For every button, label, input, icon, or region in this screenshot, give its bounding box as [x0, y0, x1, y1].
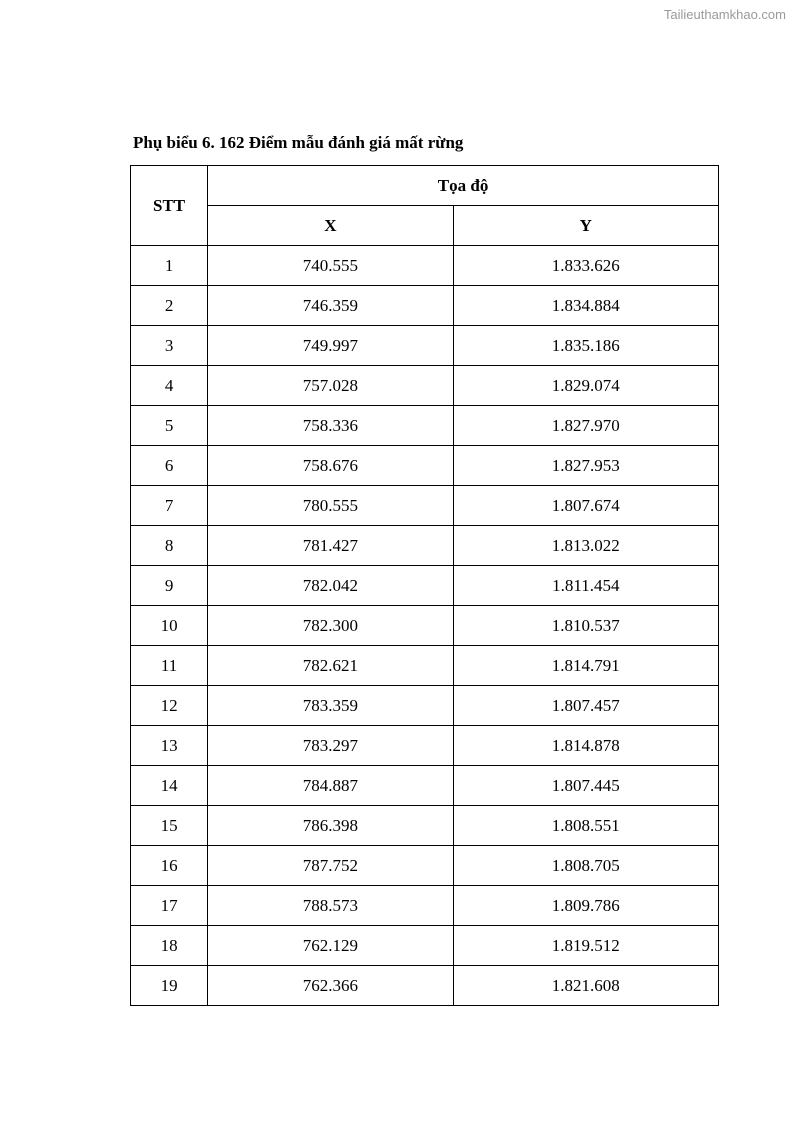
cell-y: 1.807.674 [453, 486, 718, 526]
cell-stt: 10 [131, 606, 208, 646]
cell-stt: 6 [131, 446, 208, 486]
cell-stt: 3 [131, 326, 208, 366]
cell-x: 780.555 [208, 486, 453, 526]
table-row [131, 446, 719, 486]
header-row [131, 166, 719, 206]
cell-x: 740.555 [208, 246, 453, 286]
cell-stt: 18 [131, 926, 208, 966]
cell-x: 782.042 [208, 566, 453, 606]
table-row [131, 646, 719, 686]
table-row [131, 926, 719, 966]
cell-x: 788.573 [208, 886, 453, 926]
cell-x: 762.366 [208, 966, 453, 1006]
cell-x: 783.359 [208, 686, 453, 726]
cell-y: 1.821.608 [453, 966, 718, 1006]
cell-x: 784.887 [208, 766, 453, 806]
cell-stt: 7 [131, 486, 208, 526]
table-row [131, 486, 719, 526]
cell-stt: 15 [131, 806, 208, 846]
cell-x: 749.997 [208, 326, 453, 366]
cell-x: 781.427 [208, 526, 453, 566]
cell-stt: 19 [131, 966, 208, 1006]
table-row [131, 366, 719, 406]
cell-stt: 13 [131, 726, 208, 766]
table-row [131, 526, 719, 566]
cell-x: 758.676 [208, 446, 453, 486]
table-row [131, 846, 719, 886]
cell-stt: 9 [131, 566, 208, 606]
header-y: Y [453, 206, 718, 246]
table-row [131, 406, 719, 446]
cell-y: 1.829.074 [453, 366, 718, 406]
sample-points-table [130, 165, 719, 1006]
cell-y: 1.811.454 [453, 566, 718, 606]
cell-x: 757.028 [208, 366, 453, 406]
cell-stt: 8 [131, 526, 208, 566]
cell-x: 762.129 [208, 926, 453, 966]
table-caption: Phụ biểu 6. 162 Điểm mẫu đánh giá mất rừng [133, 133, 464, 152]
table-row [131, 966, 719, 1006]
cell-x: 782.300 [208, 606, 453, 646]
cell-stt: 11 [131, 646, 208, 686]
cell-stt: 14 [131, 766, 208, 806]
table-row [131, 766, 719, 806]
cell-x: 783.297 [208, 726, 453, 766]
cell-y: 1.807.445 [453, 766, 718, 806]
table-row [131, 566, 719, 606]
table-body [131, 246, 719, 1006]
cell-y: 1.827.970 [453, 406, 718, 446]
cell-y: 1.808.705 [453, 846, 718, 886]
table-row [131, 246, 719, 286]
table-row [131, 686, 719, 726]
cell-y: 1.810.537 [453, 606, 718, 646]
table-row [131, 806, 719, 846]
cell-y: 1.809.786 [453, 886, 718, 926]
header-coordinates: Tọa độ [208, 166, 719, 206]
table-row [131, 286, 719, 326]
cell-stt: 16 [131, 846, 208, 886]
cell-stt: 4 [131, 366, 208, 406]
cell-stt: 1 [131, 246, 208, 286]
cell-y: 1.808.551 [453, 806, 718, 846]
table-row [131, 726, 719, 766]
cell-y: 1.834.884 [453, 286, 718, 326]
table-row [131, 326, 719, 366]
cell-x: 787.752 [208, 846, 453, 886]
cell-y: 1.813.022 [453, 526, 718, 566]
cell-stt: 5 [131, 406, 208, 446]
table-row [131, 606, 719, 646]
cell-stt: 2 [131, 286, 208, 326]
header-x: X [208, 206, 453, 246]
cell-x: 758.336 [208, 406, 453, 446]
cell-y: 1.819.512 [453, 926, 718, 966]
cell-y: 1.814.878 [453, 726, 718, 766]
cell-y: 1.807.457 [453, 686, 718, 726]
cell-stt: 17 [131, 886, 208, 926]
cell-x: 782.621 [208, 646, 453, 686]
header-stt: STT [131, 166, 208, 246]
cell-y: 1.833.626 [453, 246, 718, 286]
cell-y: 1.827.953 [453, 446, 718, 486]
watermark: Tailieuthamkhao.com [663, 7, 786, 22]
cell-stt: 12 [131, 686, 208, 726]
table-row [131, 886, 719, 926]
cell-x: 746.359 [208, 286, 453, 326]
cell-y: 1.835.186 [453, 326, 718, 366]
subheader-row [131, 206, 719, 246]
cell-x: 786.398 [208, 806, 453, 846]
cell-y: 1.814.791 [453, 646, 718, 686]
